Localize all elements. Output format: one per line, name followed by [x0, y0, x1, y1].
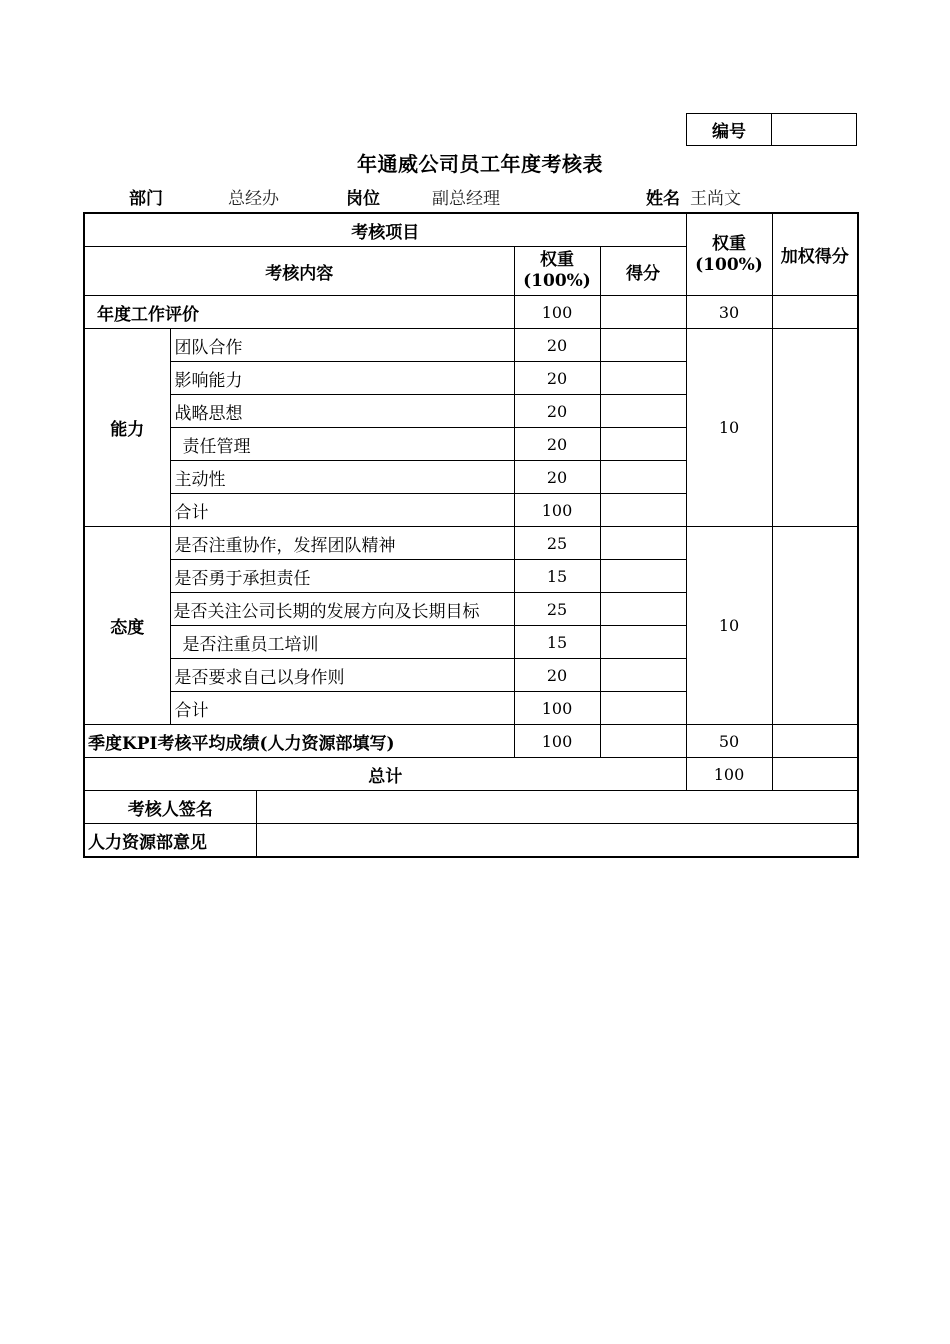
attitude-item-weight: 20	[514, 659, 600, 692]
kpi-weight: 100	[514, 725, 600, 758]
attitude-item-weight: 15	[514, 560, 600, 593]
header-group-weight-pct: (100%)	[695, 254, 763, 275]
table-row	[84, 824, 858, 858]
ability-item-score[interactable]	[600, 461, 686, 494]
table-row	[84, 758, 858, 791]
kpi-label: 季度KPI考核平均成绩(人力资源部填写)	[84, 725, 514, 758]
total-weight: 100	[686, 758, 772, 791]
ability-item-weight: 20	[514, 395, 600, 428]
serial-number-label: 编号	[687, 114, 772, 146]
ability-item-name: 责任管理	[170, 428, 514, 461]
annual-weighted-cell[interactable]	[772, 296, 858, 329]
ability-item-score[interactable]	[600, 428, 686, 461]
serial-number-value[interactable]	[772, 114, 857, 146]
attitude-subtotal-weight: 100	[514, 692, 600, 725]
attitude-weighted-cell[interactable]	[772, 527, 858, 725]
header-group-weight-label: 权重	[712, 233, 746, 254]
table-header-row-1	[84, 213, 858, 247]
position-value: 副总经理	[432, 189, 500, 209]
hr-opinion-field[interactable]	[256, 824, 858, 858]
annual-score-cell[interactable]	[600, 296, 686, 329]
attitude-item-name: 是否要求自己以身作则	[170, 659, 514, 692]
ability-item-name: 团队合作	[170, 329, 514, 362]
page-title: 年通威公司员工年度考核表	[357, 152, 603, 176]
header-item-weight	[514, 247, 600, 296]
ability-weighted-cell[interactable]	[772, 329, 858, 527]
ability-item-score[interactable]	[600, 395, 686, 428]
employee-name-label: 姓名	[646, 189, 680, 209]
attitude-subtotal-label: 合计	[170, 692, 514, 725]
attitude-item-name: 是否注重员工培训	[170, 626, 514, 659]
header-item-weight-pct: (100%)	[523, 271, 591, 291]
evaluation-table	[83, 212, 859, 858]
attitude-label: 态度	[84, 527, 170, 725]
department-label: 部门	[129, 189, 163, 209]
attitude-item-score[interactable]	[600, 659, 686, 692]
table-row	[84, 329, 858, 362]
header-score: 得分	[600, 247, 686, 296]
ability-subtotal-weight: 100	[514, 494, 600, 527]
ability-item-weight: 20	[514, 461, 600, 494]
ability-group-weight: 10	[686, 329, 772, 527]
attitude-item-score[interactable]	[600, 527, 686, 560]
header-project: 考核项目	[84, 213, 686, 247]
attitude-item-name: 是否关注公司长期的发展方向及长期目标	[170, 593, 514, 626]
ability-item-name: 影响能力	[170, 362, 514, 395]
annual-group-weight: 30	[686, 296, 772, 329]
attitude-item-score[interactable]	[600, 593, 686, 626]
header-item-weight-label: 权重	[540, 250, 574, 270]
ability-item-score[interactable]	[600, 362, 686, 395]
ability-label: 能力	[84, 329, 170, 527]
ability-item-score[interactable]	[600, 329, 686, 362]
header-content: 考核内容	[84, 247, 514, 296]
table-row	[84, 296, 858, 329]
attitude-item-name: 是否勇于承担责任	[170, 560, 514, 593]
kpi-weighted-cell[interactable]	[772, 725, 858, 758]
attitude-group-weight: 10	[686, 527, 772, 725]
signature-field[interactable]	[256, 791, 858, 824]
ability-item-name: 主动性	[170, 461, 514, 494]
signature-label: 考核人签名	[84, 791, 256, 824]
annual-label: 年度工作评价	[84, 296, 514, 329]
table-row	[84, 725, 858, 758]
ability-item-weight: 20	[514, 329, 600, 362]
total-weighted-cell[interactable]	[772, 758, 858, 791]
position-label: 岗位	[346, 189, 380, 209]
header-weighted-score: 加权得分	[772, 213, 858, 296]
attitude-item-weight: 15	[514, 626, 600, 659]
total-label: 总计	[84, 758, 686, 791]
header-group-weight	[686, 213, 772, 296]
attitude-item-score[interactable]	[600, 626, 686, 659]
attitude-subtotal-score[interactable]	[600, 692, 686, 725]
table-row	[84, 527, 858, 560]
employee-name-value: 王尚文	[690, 189, 741, 209]
attitude-item-score[interactable]	[600, 560, 686, 593]
table-row	[84, 791, 858, 824]
hr-opinion-label: 人力资源部意见	[84, 824, 256, 858]
ability-item-weight: 20	[514, 362, 600, 395]
ability-subtotal-score[interactable]	[600, 494, 686, 527]
kpi-group-weight: 50	[686, 725, 772, 758]
department-value: 总经办	[228, 189, 279, 209]
ability-subtotal-label: 合计	[170, 494, 514, 527]
attitude-item-weight: 25	[514, 527, 600, 560]
annual-weight: 100	[514, 296, 600, 329]
attitude-item-weight: 25	[514, 593, 600, 626]
ability-item-name: 战略思想	[170, 395, 514, 428]
serial-number-box	[686, 113, 857, 146]
kpi-score-cell[interactable]	[600, 725, 686, 758]
attitude-item-name: 是否注重协作，发挥团队精神	[170, 527, 514, 560]
ability-item-weight: 20	[514, 428, 600, 461]
